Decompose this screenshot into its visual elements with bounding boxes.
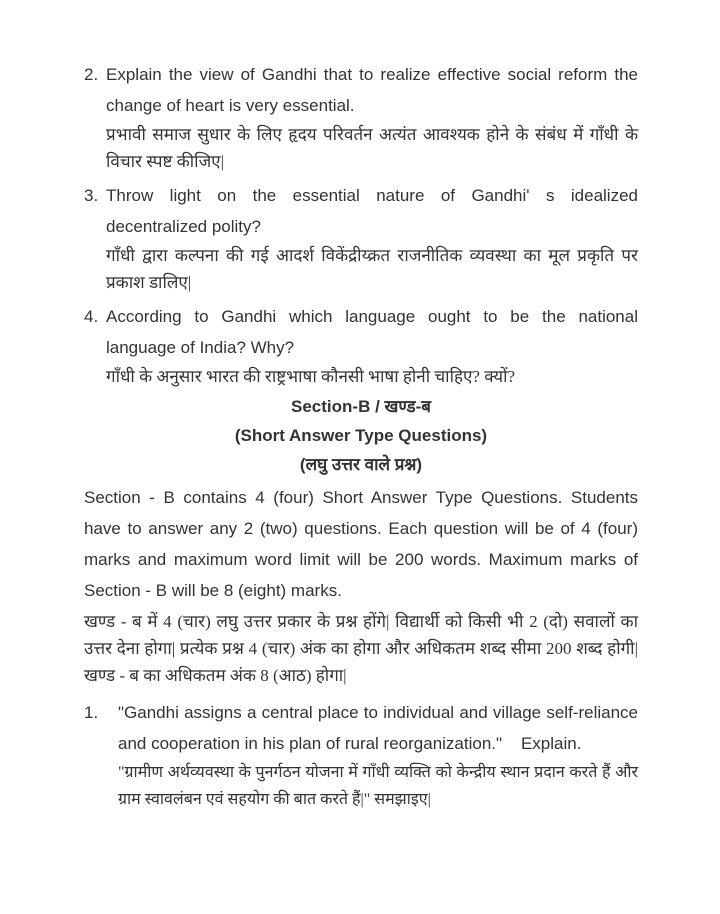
question-number: 2. — [84, 65, 99, 84]
question-number: 4. — [84, 307, 99, 326]
question-text-english: Explain the view of Gandhi that to realize effective social reform the change of heart is very essential. — [106, 65, 643, 115]
question-text-english: Throw light on the essential nature of Gandhi' s idealized decentralized polity? — [106, 186, 643, 236]
question-body — [106, 59, 643, 175]
question-text-english: According to Gandhi which language ought to be the national language of India? Why? — [106, 307, 643, 357]
question-item-3 — [84, 180, 643, 296]
question-text-hindi: गाँधी के अनुसार भारत की राष्ट्रभाषा कौनसी भाषा होनी चाहिए? क्यों? — [106, 367, 516, 386]
question-text-hindi: प्रभावी समाज सुधार के लिए हृदय परिवर्तन अत्यंत आवश्यक होने के संबंध में गाँधी के विचार स्पष्ट कीजिए| — [106, 125, 638, 171]
section-instructions-english: Section - B contains 4 (four) Short Answer Type Questions. Students have to answer any 2 (two) questions. Each question will be of 4 (four) marks and maximum word limit will be 200 words. Maximum marks of Section - B will be 8 (eight) marks. — [84, 488, 638, 600]
question-item-2 — [84, 59, 643, 175]
question-body — [118, 697, 643, 813]
question-text-hindi: गाँधी द्वारा कल्पना की गई आदर्श विकेंद्रीय्क्रत राजनीतिक व्यवस्था का मूल प्रकृति पर प्रकाश डालिए| — [106, 246, 638, 292]
section-subtitle-hindi: (लघु उत्तर वाले प्रश्न) — [299, 455, 423, 474]
question-body — [106, 180, 643, 296]
question-number: 3. — [84, 186, 99, 205]
question-text-english: "Gandhi assigns a central place to individual and village self-reliance and cooperation in his plan of rural reorganization." Explain. — [118, 703, 643, 753]
question-body — [106, 301, 643, 390]
question-text-hindi: "ग्रामीण अर्थव्यवस्था के पुनर्गठन योजना में गाँधी व्यक्ति को केन्द्रीय स्थान प्रदान करते हैं और ग्राम स्वावलंबन एवं सहयोग की बात करते हैं|" समझाइए| — [118, 764, 638, 808]
section-subtitle-english: (Short Answer Type Questions) — [234, 426, 488, 445]
question-number: 1. — [84, 703, 99, 722]
question-item-4 — [84, 301, 643, 390]
section-title: Section-B / खण्ड-ब — [291, 397, 431, 416]
question-item-1 — [84, 697, 643, 813]
section-instructions-hindi: खण्ड - ब में 4 (चार) लघु उत्तर प्रकार के प्रश्न होंगे| विद्यार्थी को किसी भी 2 (दो) सवालों का उत्तर देना होगा| प्रत्येक प्रश्न 4 (चार) अंक का होगा और अधिकतम शब्द सीमा 200 शब्द होगी| खण्ड - ब का अधिकतम अंक 8 (आठ) होगा| — [84, 612, 638, 685]
